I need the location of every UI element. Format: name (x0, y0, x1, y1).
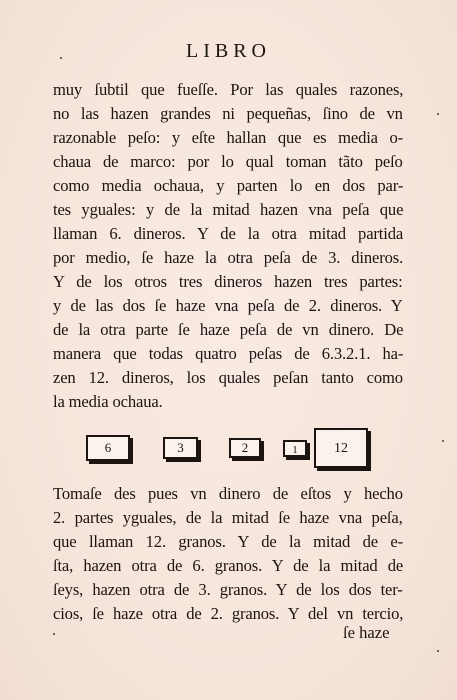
text-line: por medio, ſe haze la otra peſa de 3. dineros. (53, 248, 404, 267)
text-line: cios, ſe haze otra de 2. granos. Y del vn tercio, (53, 604, 404, 623)
text-line: Y de los otros tres dineros hazen tres partes: (53, 272, 403, 291)
weight-3-dineros: 3 (163, 437, 198, 459)
text-line: llaman 6. dineros. Y de la otra mitad partida (53, 224, 404, 243)
text-line: razonable peſo: y eſte hallan que es media o- (53, 128, 404, 147)
weight-6-dineros: 6 (86, 435, 130, 461)
text-line: zen 12. dineros, los quales peſan tanto como (53, 368, 403, 387)
ink-speck (437, 650, 439, 652)
text-line: chaua de marco: por lo qual toman tãto peſo (53, 152, 403, 171)
text-line: que llaman 12. granos. Y de la mitad de e- (53, 532, 404, 551)
text-line: 2. partes yguales, de la mitad ſe haze vna peſa, (53, 508, 403, 527)
text-line: muy ſubtil que fueſſe. Por las quales razones, (53, 80, 404, 99)
text-line: de la otra parte ſe haze peſa de vn dinero. De (53, 320, 404, 339)
text-line: ſta, hazen otra de 6. granos. Y de la mitad de (53, 556, 404, 575)
text-line: como media ochaua, y parten lo en dos par- (53, 176, 404, 195)
catchword: ſe haze (343, 623, 390, 642)
ink-speck (437, 113, 439, 115)
text-line: manera que todas quatro peſas de 6.3.2.1. ha- (53, 344, 404, 363)
running-title: LIBRO (186, 40, 271, 62)
text-line: Tomaſe des pues vn dinero de eſtos y hecho (53, 484, 403, 503)
text-line: no las hazen grandes ni pequeñas, ſino de vn (53, 104, 403, 123)
ink-speck (53, 633, 55, 635)
ink-speck (442, 440, 444, 442)
weights-illustration (0, 420, 457, 480)
text-line: la media ochaua. (53, 392, 163, 411)
text-line: y de las dos ſe haze vna peſa de 2. dineros. Y (53, 296, 403, 315)
weight-12-dineros: 12 (314, 428, 368, 468)
ink-speck (60, 57, 62, 59)
weight-2-dineros: 2 (229, 438, 261, 458)
text-line: ſeys, hazen otra de 3. granos. Y de los dos ter- (53, 580, 403, 599)
text-line: tes yguales: y de la mitad hazen vna peſa que (53, 200, 404, 219)
weight-1-dinero: 1 (283, 440, 307, 457)
